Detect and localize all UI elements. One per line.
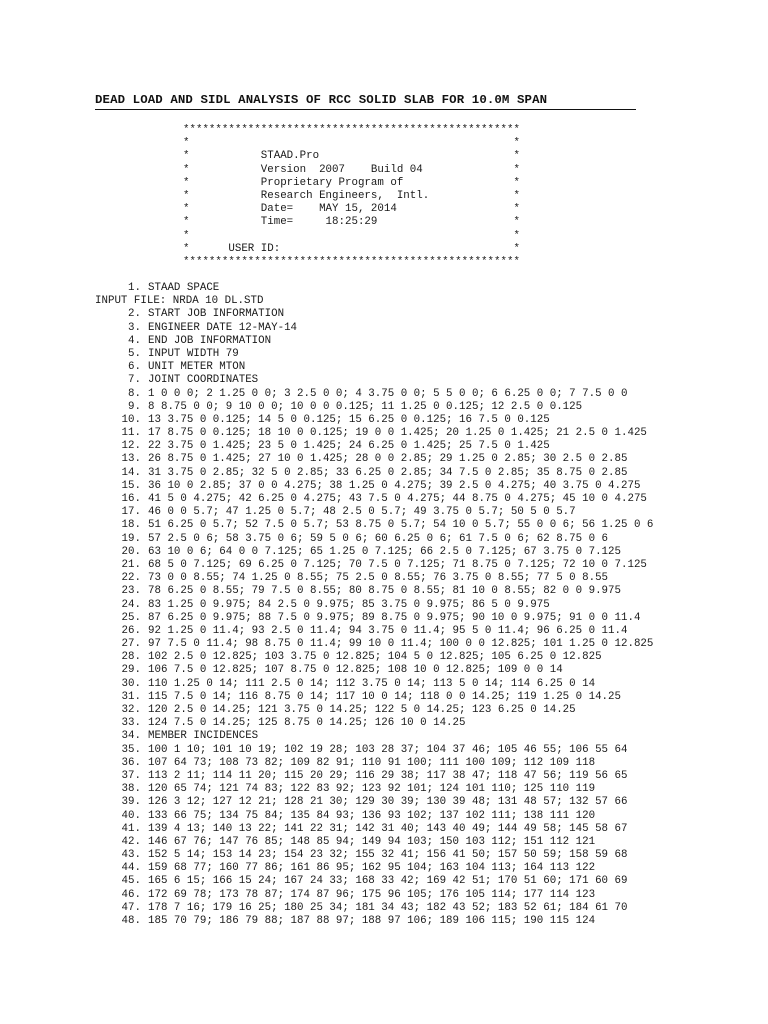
line-text: JOINT COORDINATES	[148, 374, 259, 387]
line-text: 115 7.5 0 14; 116 8.75 0 14; 117 10 0 14; 118 0 0 14.25; 119 1.25 0 14.25	[148, 690, 621, 703]
listing-line	[95, 335, 653, 348]
listing-line	[95, 308, 653, 321]
input-listing	[95, 282, 653, 928]
listing-line	[95, 453, 653, 466]
line-number: 34.	[121, 730, 141, 743]
listing-line	[95, 889, 653, 902]
line-text: 68 5 0 7.125; 69 6.25 0 7.125; 70 7.5 0 7.125; 71 8.75 0 7.125; 72 10 0 7.125	[148, 558, 647, 571]
title-underline	[95, 109, 636, 110]
listing-line	[95, 572, 653, 585]
banner-line: * *	[183, 137, 520, 150]
line-number: 18.	[121, 519, 141, 532]
line-number: 10.	[121, 413, 141, 426]
line-text: 1 0 0 0; 2 1.25 0 0; 3 2.5 0 0; 4 3.75 0 0; 5 5 0 0; 6 6.25 0 0; 7 7.5 0 0	[148, 387, 628, 400]
line-number: 16.	[121, 493, 141, 505]
listing-line	[95, 348, 653, 361]
line-text: 41 5 0 4.275; 42 6.25 0 4.275; 43 7.5 0 4.275; 44 8.75 0 4.275; 45 10 0 4.275	[148, 493, 647, 505]
line-text: 126 3 12; 127 12 21; 128 21 30; 129 30 39; 130 39 48; 131 48 57; 132 57 66	[148, 796, 628, 809]
line-text: 13 3.75 0 0.125; 14 5 0 0.125; 15 6.25 0 0.125; 16 7.5 0 0.125	[148, 413, 550, 426]
listing-line	[95, 849, 653, 862]
line-number: 27.	[121, 638, 141, 651]
banner-line: ****************************************************	[183, 256, 520, 269]
input-file-label: INPUT FILE: NRDA 10 DL.STD	[95, 295, 264, 308]
line-text: 100 1 10; 101 10 19; 102 19 28; 103 28 37; 104 37 46; 105 46 55; 106 55 64	[148, 743, 628, 756]
line-text: 26 8.75 0 1.425; 27 10 0 1.425; 28 0 0 2.85; 29 1.25 0 2.85; 30 2.5 0 2.85	[148, 453, 628, 466]
banner-line: * Version 2007 Build 04 *	[183, 163, 520, 176]
line-text: 51 6.25 0 5.7; 52 7.5 0 5.7; 53 8.75 0 5.7; 54 10 0 5.7; 55 0 0 6; 56 1.25 0 6	[148, 519, 654, 532]
line-text: 22 3.75 0 1.425; 23 5 0 1.425; 24 6.25 0 1.425; 25 7.5 0 1.425	[148, 440, 550, 453]
line-number: 6.	[128, 361, 141, 374]
line-text: 113 2 11; 114 11 20; 115 20 29; 116 29 38; 117 38 47; 118 47 56; 119 56 65	[148, 769, 628, 782]
listing-line	[95, 625, 653, 638]
line-number: 21.	[121, 558, 141, 571]
line-number: 41.	[121, 822, 141, 835]
line-text: 57 2.5 0 6; 58 3.75 0 6; 59 5 0 6; 60 6.25 0 6; 61 7.5 0 6; 62 8.75 0 6	[148, 532, 609, 545]
banner-line: * Proprietary Program of *	[183, 176, 520, 189]
line-text: 8 8.75 0 0; 9 10 0 0; 10 0 0 0.125; 11 1.25 0 0.125; 12 2.5 0 0.125	[148, 400, 583, 413]
line-text: INPUT WIDTH 79	[148, 347, 239, 360]
line-number: 17.	[121, 506, 141, 519]
listing-line	[95, 783, 653, 796]
line-number: 12.	[121, 440, 141, 453]
line-number: 37.	[121, 769, 141, 782]
line-number: 14.	[121, 466, 141, 479]
listing-line	[95, 559, 653, 572]
banner-line: * Time= 18:25:29 *	[183, 216, 520, 229]
line-number: 46.	[121, 888, 141, 901]
line-text: 31 3.75 0 2.85; 32 5 0 2.85; 33 6.25 0 2.85; 34 7.5 0 2.85; 35 8.75 0 2.85	[148, 466, 628, 479]
listing-line	[95, 717, 653, 730]
listing-line	[95, 374, 653, 387]
line-text: 78 6.25 0 8.55; 79 7.5 0 8.55; 80 8.75 0 8.55; 81 10 0 8.55; 82 0 0 9.975	[148, 585, 621, 598]
line-text: 146 67 76; 147 76 85; 148 85 94; 149 94 103; 150 103 112; 151 112 121	[148, 835, 596, 848]
line-number: 36.	[121, 756, 141, 769]
listing-line	[95, 533, 653, 546]
line-text: 124 7.5 0 14.25; 125 8.75 0 14.25; 126 10 0 14.25	[148, 717, 466, 730]
listing-line	[95, 704, 653, 717]
banner-line: * STAAD.Pro *	[183, 150, 520, 163]
line-number: 38.	[121, 783, 141, 796]
banner-line: * *	[183, 229, 520, 242]
listing-line	[95, 678, 653, 691]
listing-line	[95, 810, 653, 823]
banner-line: * Research Engineers, Intl. *	[183, 190, 520, 203]
line-text: 139 4 13; 140 13 22; 141 22 31; 142 31 40; 143 40 49; 144 49 58; 145 58 67	[148, 822, 628, 835]
listing-line	[95, 612, 653, 625]
line-text: 165 6 15; 166 15 24; 167 24 33; 168 33 42; 169 42 51; 170 51 60; 171 60 69	[148, 875, 628, 888]
line-text: STAAD SPACE	[148, 282, 220, 294]
line-number: 1.	[128, 282, 141, 294]
line-number: 31.	[121, 690, 141, 703]
line-text: UNIT METER MTON	[148, 361, 246, 374]
line-number: 48.	[121, 915, 141, 927]
line-number: 43.	[121, 849, 141, 862]
line-number: 26.	[121, 624, 141, 637]
line-text: 63 10 0 6; 64 0 0 7.125; 65 1.25 0 7.125; 66 2.5 0 7.125; 67 3.75 0 7.125	[148, 545, 621, 558]
line-number: 9.	[128, 400, 141, 413]
listing-line	[95, 506, 653, 519]
line-number: 24.	[121, 598, 141, 611]
line-text: ENGINEER DATE 12-MAY-14	[148, 321, 298, 334]
line-number: 8.	[128, 387, 141, 400]
listing-line	[95, 651, 653, 664]
line-text: 107 64 73; 108 73 82; 109 82 91; 110 91 100; 111 100 109; 112 109 118	[148, 756, 596, 769]
line-number: 11.	[121, 427, 141, 440]
line-number: 20.	[121, 545, 141, 558]
line-text: 172 69 78; 173 78 87; 174 87 96; 175 96 105; 176 105 114; 177 114 123	[148, 888, 596, 901]
line-number: 45.	[121, 875, 141, 888]
listing-line	[95, 361, 653, 374]
line-number: 23.	[121, 585, 141, 598]
line-text: 46 0 0 5.7; 47 1.25 0 5.7; 48 2.5 0 5.7; 49 3.75 0 5.7; 50 5 0 5.7	[148, 506, 576, 519]
line-number: 33.	[121, 717, 141, 730]
banner-line: ****************************************************	[183, 124, 520, 136]
listing-line	[95, 638, 653, 651]
listing-line	[95, 902, 653, 915]
banner-line: * Date= MAY 15, 2014 *	[183, 203, 520, 216]
line-number: 19.	[121, 532, 141, 545]
line-text: 87 6.25 0 9.975; 88 7.5 0 9.975; 89 8.75 0 9.975; 90 10 0 9.975; 91 0 0 11.4	[148, 611, 641, 624]
listing-line	[95, 770, 653, 783]
line-number: 35.	[121, 743, 141, 756]
listing-line	[95, 295, 653, 308]
listing-line	[95, 282, 653, 295]
line-number: 40.	[121, 809, 141, 822]
line-number: 7.	[128, 374, 141, 387]
listing-line	[95, 730, 653, 743]
line-number: 2.	[128, 308, 141, 321]
listing-line	[95, 427, 653, 440]
line-text: MEMBER INCIDENCES	[148, 730, 259, 743]
line-text: 83 1.25 0 9.975; 84 2.5 0 9.975; 85 3.75 0 9.975; 86 5 0 9.975	[148, 598, 550, 611]
listing-line	[95, 823, 653, 836]
line-number: 15.	[121, 479, 141, 492]
listing-line	[95, 744, 653, 757]
listing-line	[95, 862, 653, 875]
line-text: 185 70 79; 186 79 88; 187 88 97; 188 97 106; 189 106 115; 190 115 124	[148, 915, 596, 927]
line-text: 73 0 0 8.55; 74 1.25 0 8.55; 75 2.5 0 8.55; 76 3.75 0 8.55; 77 5 0 8.55	[148, 572, 609, 585]
listing-line	[95, 585, 653, 598]
listing-line	[95, 836, 653, 849]
listing-line	[95, 493, 653, 506]
listing-line	[95, 796, 653, 809]
line-number: 32.	[121, 704, 141, 716]
line-text: START JOB INFORMATION	[148, 308, 285, 321]
line-number: 42.	[121, 835, 141, 848]
line-text: 120 2.5 0 14.25; 121 3.75 0 14.25; 122 5 0 14.25; 123 6.25 0 14.25	[148, 704, 576, 716]
line-number: 13.	[121, 453, 141, 466]
line-number: 25.	[121, 611, 141, 624]
line-text: 159 68 77; 160 77 86; 161 86 95; 162 95 104; 163 104 113; 164 113 122	[148, 862, 596, 875]
line-text: 120 65 74; 121 74 83; 122 83 92; 123 92 101; 124 101 110; 125 110 119	[148, 783, 596, 796]
listing-line	[95, 599, 653, 612]
line-number: 4.	[128, 334, 141, 347]
line-number: 44.	[121, 862, 141, 875]
line-text: 36 10 0 2.85; 37 0 0 4.275; 38 1.25 0 4.275; 39 2.5 0 4.275; 40 3.75 0 4.275	[148, 479, 641, 492]
line-text: 102 2.5 0 12.825; 103 3.75 0 12.825; 104 5 0 12.825; 105 6.25 0 12.825	[148, 651, 602, 664]
line-text: END JOB INFORMATION	[148, 334, 272, 347]
listing-line	[95, 414, 653, 427]
line-text: 106 7.5 0 12.825; 107 8.75 0 12.825; 108 10 0 12.825; 109 0 0 14	[148, 664, 563, 677]
line-number: 30.	[121, 677, 141, 690]
listing-line	[95, 440, 653, 453]
line-text: 110 1.25 0 14; 111 2.5 0 14; 112 3.75 0 14; 113 5 0 14; 114 6.25 0 14	[148, 677, 596, 690]
listing-line	[95, 322, 653, 335]
listing-line	[95, 546, 653, 559]
listing-line	[95, 519, 653, 532]
listing-line	[95, 664, 653, 677]
listing-line	[95, 757, 653, 770]
listing-line	[95, 401, 653, 414]
staad-banner	[183, 124, 520, 269]
listing-line	[95, 480, 653, 493]
listing-line	[95, 691, 653, 704]
listing-line	[95, 467, 653, 480]
line-number: 47.	[121, 901, 141, 914]
listing-line	[95, 875, 653, 888]
listing-line	[95, 388, 653, 401]
line-text: 92 1.25 0 11.4; 93 2.5 0 11.4; 94 3.75 0 11.4; 95 5 0 11.4; 96 6.25 0 11.4	[148, 624, 628, 637]
banner-line: * USER ID: *	[183, 242, 520, 255]
line-number: 39.	[121, 796, 141, 809]
line-number: 22.	[121, 572, 141, 585]
line-number: 28.	[121, 651, 141, 664]
page-title: DEAD LOAD AND SIDL ANALYSIS OF RCC SOLID SLAB FOR 10.0M SPAN	[95, 93, 548, 107]
line-number: 5.	[128, 347, 141, 360]
line-number: 29.	[121, 664, 141, 677]
line-text: 152 5 14; 153 14 23; 154 23 32; 155 32 41; 156 41 50; 157 50 59; 158 59 68	[148, 849, 628, 862]
line-text: 133 66 75; 134 75 84; 135 84 93; 136 93 102; 137 102 111; 138 111 120	[148, 809, 596, 822]
line-text: 17 8.75 0 0.125; 18 10 0 0.125; 19 0 0 1.425; 20 1.25 0 1.425; 21 2.5 0 1.425	[148, 427, 647, 440]
line-number: 3.	[128, 321, 141, 334]
line-text: 178 7 16; 179 16 25; 180 25 34; 181 34 43; 182 43 52; 183 52 61; 184 61 70	[148, 901, 628, 914]
line-text: 97 7.5 0 11.4; 98 8.75 0 11.4; 99 10 0 11.4; 100 0 0 12.825; 101 1.25 0 12.825	[148, 638, 654, 651]
listing-line	[95, 915, 653, 928]
